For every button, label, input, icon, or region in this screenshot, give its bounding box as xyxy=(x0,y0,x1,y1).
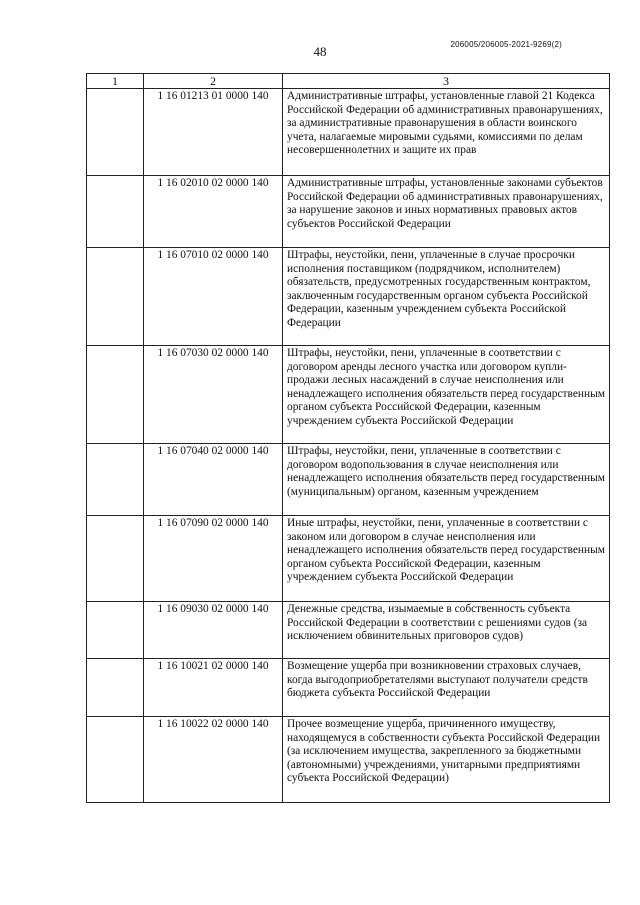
row-empty-cell xyxy=(87,717,144,803)
table-row xyxy=(87,717,610,803)
column-header-2: 2 xyxy=(144,74,283,89)
row-empty-cell xyxy=(87,516,144,602)
row-empty-cell xyxy=(87,444,144,516)
budget-code-cell: 1 16 07040 02 0000 140 xyxy=(144,444,283,516)
budget-code-cell: 1 16 02010 02 0000 140 xyxy=(144,176,283,248)
budget-codes-table xyxy=(86,73,610,803)
description-cell: Денежные средства, изымаемые в собственность субъекта Российской Федерации в соответствии с решениями судов (за исключением обвинительных приговоров судов) xyxy=(283,602,610,659)
row-empty-cell xyxy=(87,89,144,176)
description-cell: Штрафы, неустойки, пени, уплаченные в соответствии с договором водопользования в случае неисполнения или ненадлежащего исполнения обязательств перед государственным (муниципальным) органом, казенным учреждением xyxy=(283,444,610,516)
table-row xyxy=(87,659,610,717)
row-empty-cell xyxy=(87,248,144,346)
description-cell: Прочее возмещение ущерба, причиненного имуществу, находящемуся в собственности субъекта Российской Федерации (за исключением имущества, закрепленного за бюджетными (автономными) учреждениями, унитарными предприятиями субъекта Российской Федерации) xyxy=(283,717,610,803)
budget-code-cell: 1 16 01213 01 0000 140 xyxy=(144,89,283,176)
description-cell: Возмещение ущерба при возникновении страховых случаев, когда выгодоприобретателями выступают получатели средств бюджета субъекта Российской Федерации xyxy=(283,659,610,717)
table-row xyxy=(87,176,610,248)
row-empty-cell xyxy=(87,602,144,659)
budget-code-cell: 1 16 10022 02 0000 140 xyxy=(144,717,283,803)
description-cell: Штрафы, неустойки, пени, уплаченные в случае просрочки исполнения поставщиком (подрядчиком, исполнителем) обязательств, предусмотренных государственным контрактом, заключенным государственным органом субъекта Российской Федерации, казенным учреждением субъекта Российской Федерации xyxy=(283,248,610,346)
column-header-1: 1 xyxy=(87,74,144,89)
table-row xyxy=(87,516,610,602)
row-empty-cell xyxy=(87,659,144,717)
table-row xyxy=(87,89,610,176)
table-row xyxy=(87,444,610,516)
description-cell: Штрафы, неустойки, пени, уплаченные в соответствии с договором аренды лесного участка или договором купли-продажи лесных насаждений в случае неисполнения или ненадлежащего исполнения обязательств перед государственным органом субъекта Российской Федерации, казенным учреждением субъекта Российской Федерации xyxy=(283,346,610,444)
budget-code-cell: 1 16 07030 02 0000 140 xyxy=(144,346,283,444)
table-header-row xyxy=(87,74,610,89)
budget-code-cell: 1 16 09030 02 0000 140 xyxy=(144,602,283,659)
column-header-3: 3 xyxy=(283,74,610,89)
budget-code-cell: 1 16 07090 02 0000 140 xyxy=(144,516,283,602)
row-empty-cell xyxy=(87,176,144,248)
budget-code-cell: 1 16 07010 02 0000 140 xyxy=(144,248,283,346)
row-empty-cell xyxy=(87,346,144,444)
description-cell: Административные штрафы, установленные главой 21 Кодекса Российской Федерации об административных правонарушениях, за административные правонарушения в области воинского учета, налагаемые мировыми судьями, комиссиями по делам несовершеннолетних и защите их прав xyxy=(283,89,610,176)
page-number: 48 xyxy=(313,44,327,59)
description-cell: Административные штрафы, установленные законами субъектов Российской Федерации об административных правонарушениях, за нарушение законов и иных нормативных правовых актов субъектов Российской Федерации xyxy=(283,176,610,248)
table-row xyxy=(87,602,610,659)
document-reference: 206005/206005-2021-9269(2) xyxy=(450,40,562,49)
table-row xyxy=(87,248,610,346)
description-cell: Иные штрафы, неустойки, пени, уплаченные в соответствии с законом или договором в случае неисполнения или ненадлежащего исполнения обязательств перед государственным органом субъекта Российской Федерации, казенным учреждением субъекта Российской Федерации xyxy=(283,516,610,602)
budget-code-cell: 1 16 10021 02 0000 140 xyxy=(144,659,283,717)
table-row xyxy=(87,346,610,444)
